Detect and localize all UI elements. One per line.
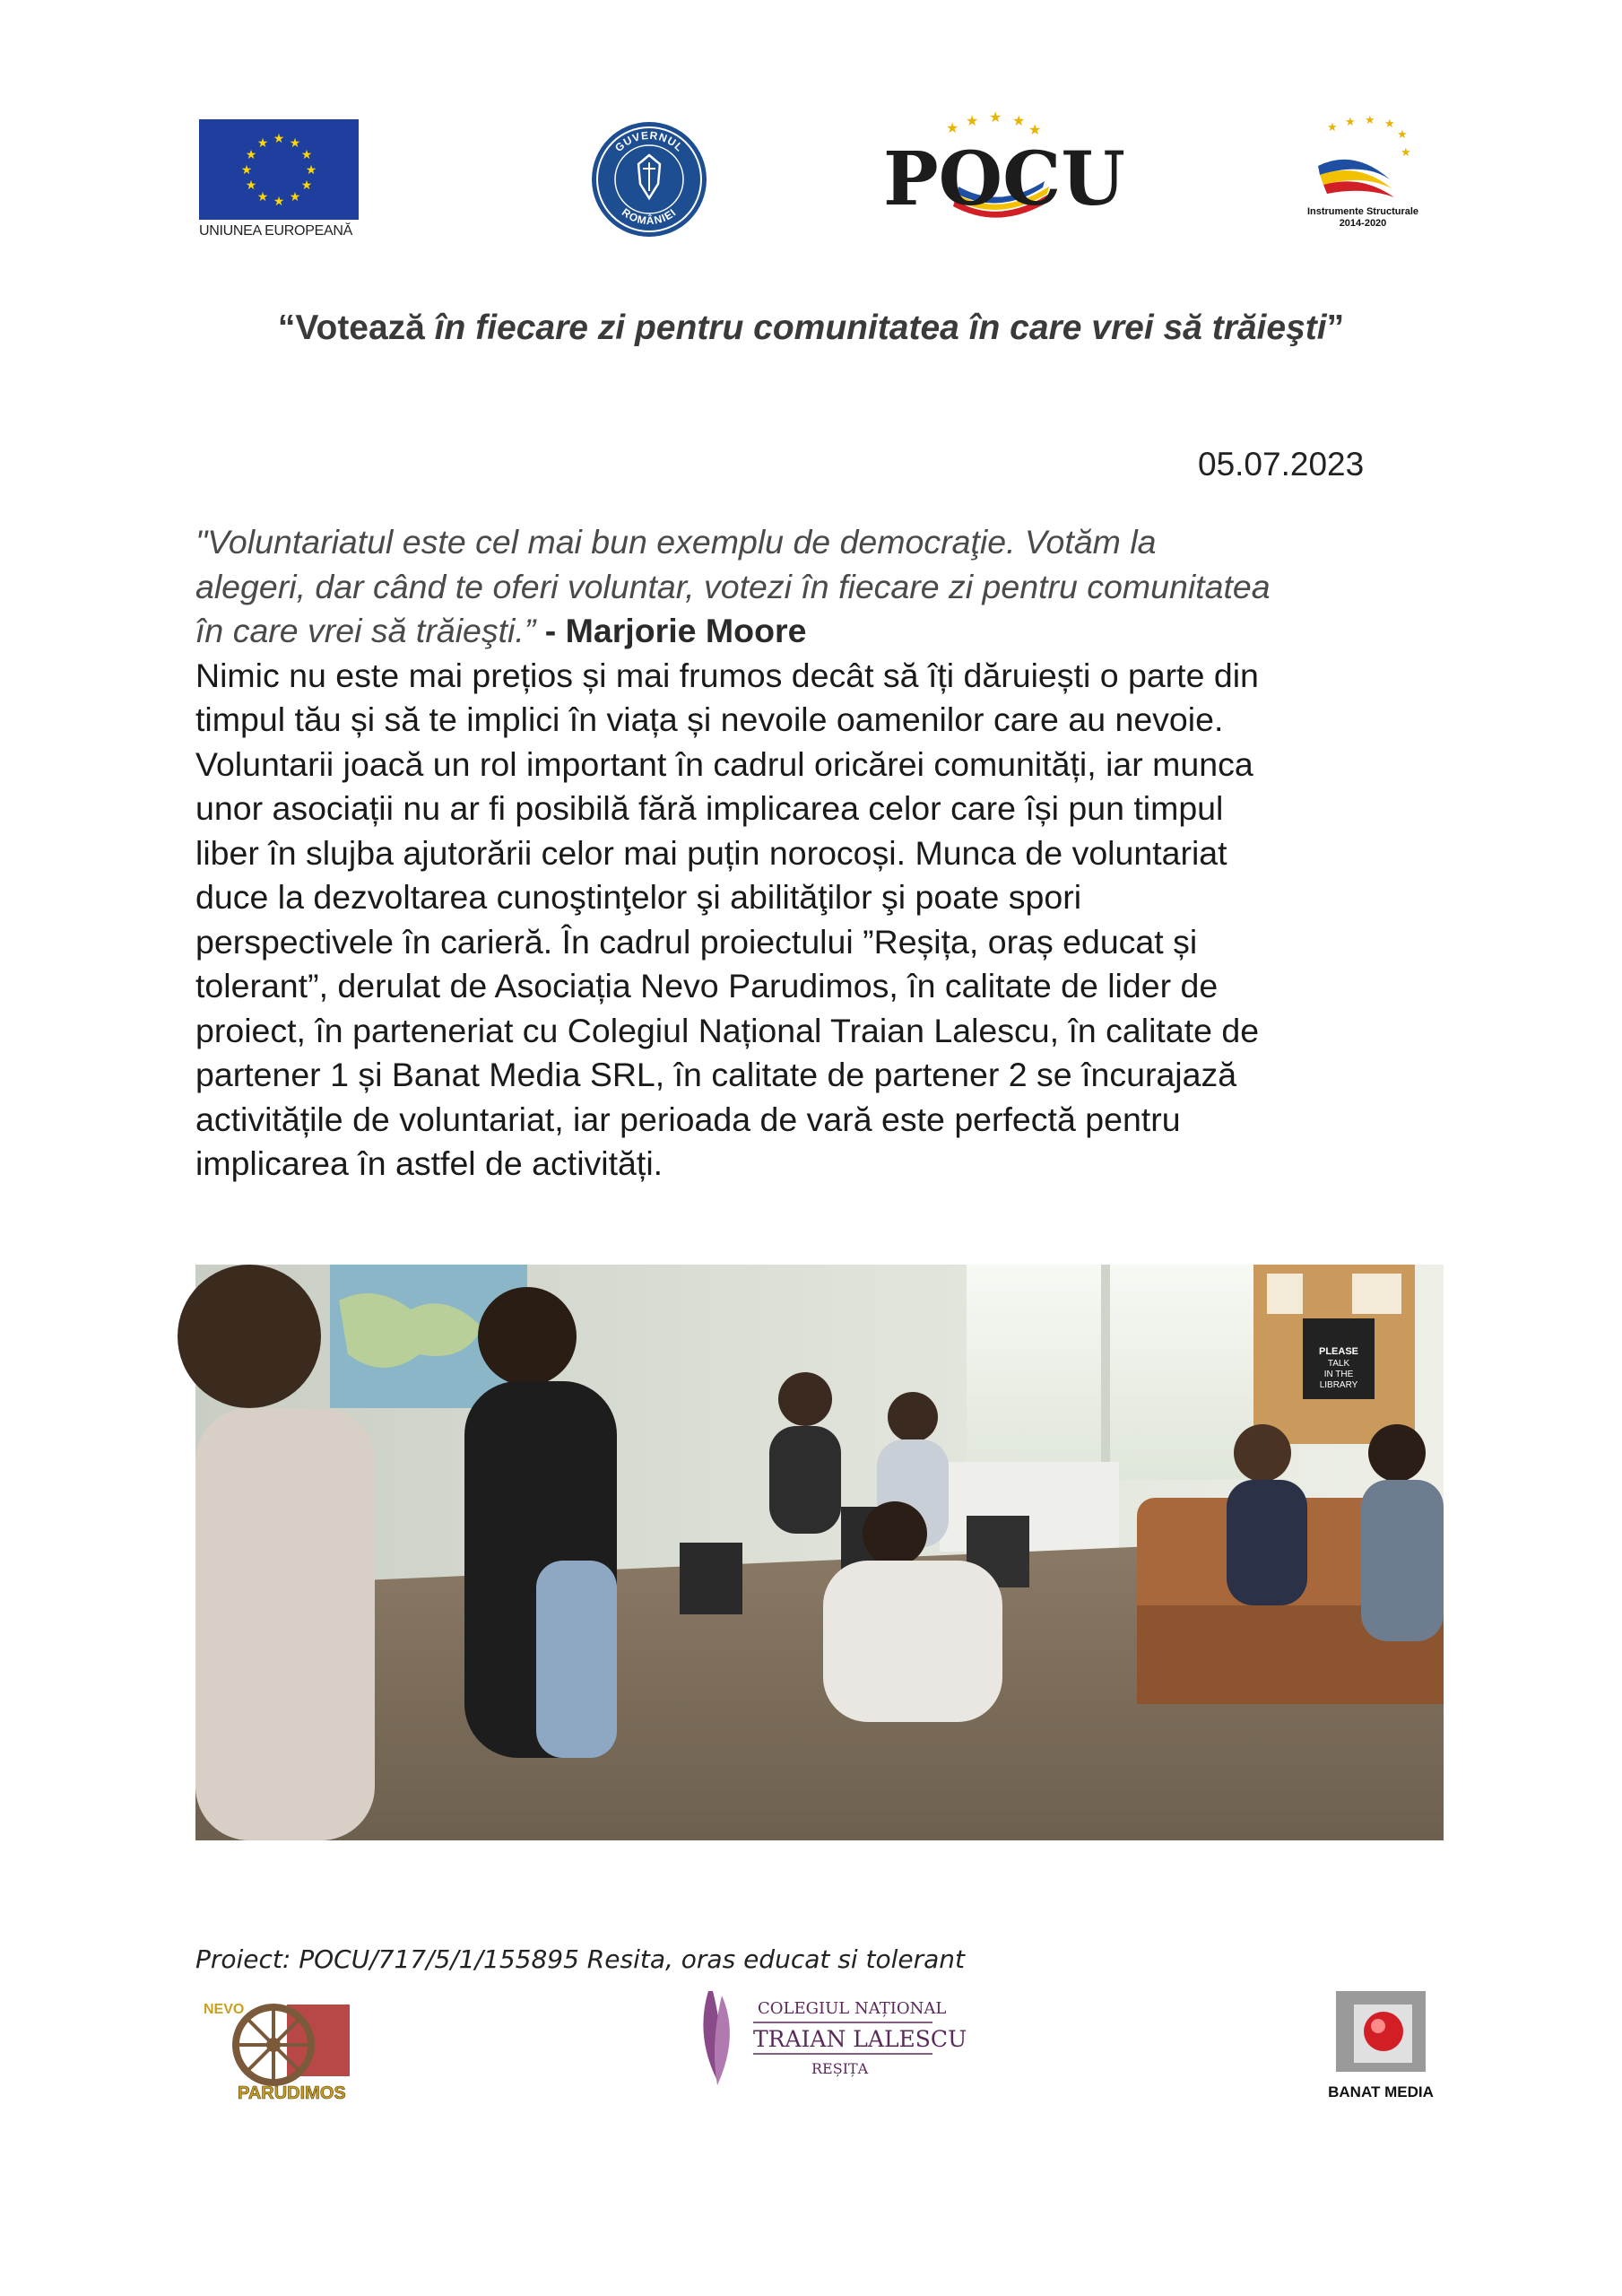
svg-text:LIBRARY: LIBRARY [1319,1380,1358,1390]
svg-text:★: ★ [300,148,313,162]
group-photo [195,1265,1444,1840]
svg-text:★: ★ [273,132,285,146]
svg-text:PARUDIMOS: PARUDIMOS [238,2083,346,2103]
svg-text:★: ★ [1028,121,1042,138]
paragraph-line: activitățile de voluntariat, iar perioada de vară este perfectă pentru [195,1100,1181,1138]
paragraph-line: liber în slujba ajutorării celor mai puțin norocoși. Munca de voluntariat [195,833,1227,872]
svg-text:★: ★ [289,190,301,204]
svg-text:★: ★ [1384,117,1395,131]
svg-text:★: ★ [305,163,317,178]
svg-text:★: ★ [240,163,253,178]
article-date: 05.07.2023 [1198,446,1365,483]
svg-text:COLEGIUL NAȚIONAL: COLEGIUL NAȚIONAL [758,1999,947,2018]
svg-text:★: ★ [1397,128,1408,142]
svg-text:BANAT MEDIA: BANAT MEDIA [1328,2083,1434,2100]
eu-logo [199,119,359,239]
svg-text:IN THE: IN THE [1323,1370,1354,1379]
svg-text:★: ★ [245,148,257,162]
svg-text:★: ★ [946,119,959,136]
svg-text:★: ★ [1345,116,1356,129]
project-reference: Proiect: POCU/717/5/1/155895 Resita, oras educat si tolerant [195,1944,966,1974]
svg-text:TRAIAN LALESCU: TRAIAN LALESCU [753,2026,967,2052]
article-body [195,520,1469,1187]
svg-text:★: ★ [256,136,269,151]
svg-text:REȘIȚA: REȘIȚA [811,2060,869,2077]
svg-text:ROMÂNIEI: ROMÂNIEI [619,205,680,228]
svg-text:NEVO: NEVO [204,2002,245,2017]
pocu-logo [883,109,1125,231]
svg-text:★: ★ [256,190,269,204]
structural-instruments-logo [1291,114,1435,242]
paragraph-line: timpul tău și să te implici în viața și nevoile oamenilor care au nevoie. [195,700,1224,738]
eu-caption: UNIUNEA EUROPEANĂ [199,223,352,239]
svg-text:★: ★ [1327,121,1338,135]
nevo-parudimos-logo [202,1987,363,2103]
svg-text:★: ★ [1401,146,1411,160]
paragraph-line: unor asociații nu ar fi posibilă fără implicarea celor care își pun timpul [195,789,1224,827]
svg-text:TALK: TALK [1327,1359,1350,1369]
paragraph-line: proiect, în parteneriat cu Colegiul Național Traian Lalescu, în calitate de [195,1011,1260,1049]
svg-text:★: ★ [300,178,313,193]
quote-line-3: în care vrei să trăieşti.” - Marjorie Moore [195,612,807,649]
svg-text:GUVERNUL: GUVERNUL [612,128,687,154]
svg-text:★: ★ [1012,112,1026,129]
svg-text:★: ★ [245,178,257,193]
eu-flag-icon [199,119,359,220]
government-seal-logo [589,119,709,239]
svg-text:★: ★ [273,195,285,209]
paragraph-line: perspectivele în carieră. În cadrul proiectului ”Reșița, oraș educat și [195,922,1198,961]
paragraph-line: Nimic nu este mai prețios și mai frumos decât să îți dăruiești o parte din [195,656,1259,694]
colegiul-national-logo [690,1982,967,2099]
svg-text:POCU: POCU [883,136,1125,222]
page-title: “Votează în fiecare zi pentru comunitatea în care vrei să trăieşti” [277,309,1345,347]
structural-instruments-caption: Instrumente Structurale 2014-2020 [1306,206,1419,229]
quote-author: - Marjorie Moore [544,612,807,649]
svg-text:★: ★ [966,112,979,129]
quote-line-1: "Voluntariatul este cel mai bun exemplu de democraţie. Votăm la [195,523,1157,561]
svg-text:PLEASE: PLEASE [1318,1346,1359,1357]
svg-text:★: ★ [989,109,1002,126]
quote-line-2: alegeri, dar când te oferi voluntar, votezi în fiecare zi pentru comunitatea [195,567,1271,605]
paragraph-line: implicarea în astfel de activități. [195,1144,664,1182]
paragraph-line: Voluntarii joacă un rol important în cadrul oricărei comunități, iar munca [195,744,1253,783]
paragraph-line: duce la dezvoltarea cunoştinţelor şi abilităţilor şi poate spori [195,878,1082,916]
svg-text:★: ★ [1365,114,1375,127]
svg-text:★: ★ [289,136,301,151]
paragraph-line: tolerant”, derulat de Asociația Nevo Parudimos, în calitate de lider de [195,967,1219,1004]
paragraph-line: partener 1 și Banat Media SRL, în calitate de partener 2 se încurajază [195,1056,1237,1093]
banat-media-logo [1314,1982,1448,2108]
